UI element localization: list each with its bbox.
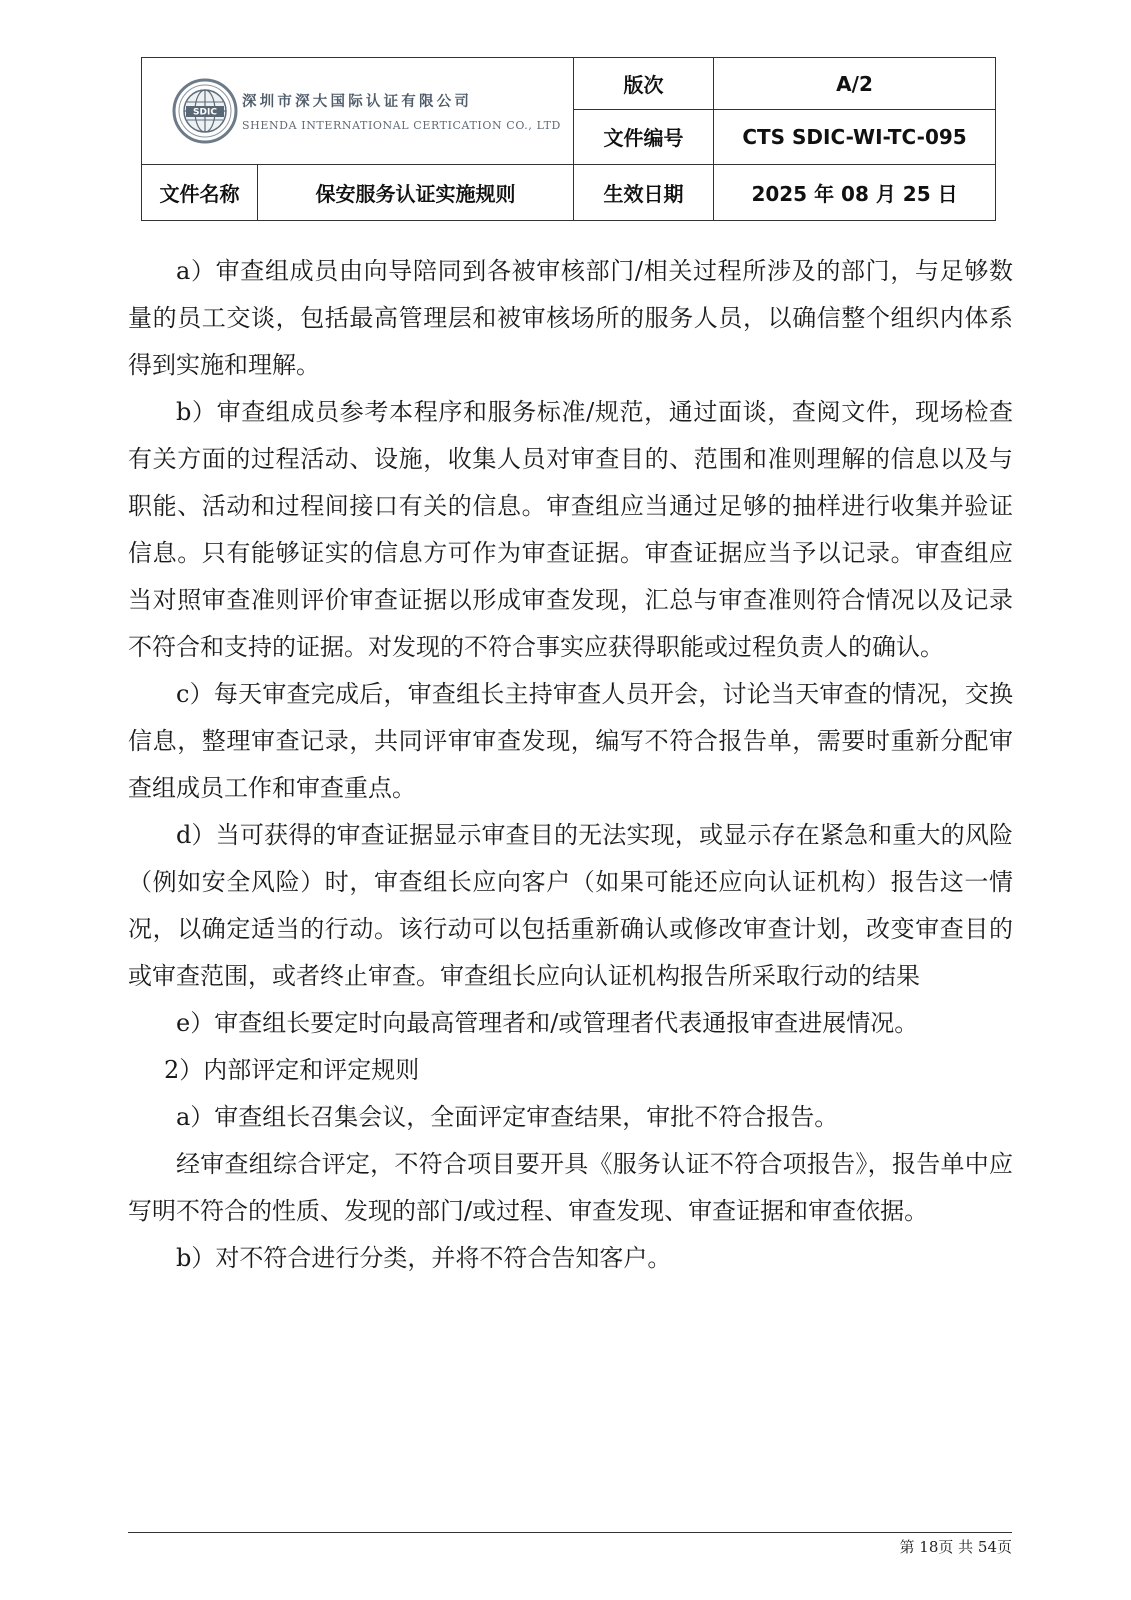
page-number: 第 18页 共 54页 [899, 1538, 1012, 1556]
paragraph-b-classification: b）对不符合进行分类，并将不符合告知客户。 [176, 1244, 672, 1272]
paragraph-nonconformity-report: 经审查组综合评定，不符合项目要开具《服务认证不符合项报告》，报告单中应写明不符合的性质、发现的部门/或过程、审查发现、审查证据和审查依据。 [128, 1150, 1013, 1225]
paragraph-c-daily-meeting: c）每天审查完成后，审查组长主持审查人员开会，讨论当天审查的情况，交换信息，整理审查记录，共同评审审查发现，编写不符合报告单，需要时重新分配审查组成员工作和审查重点。 [128, 680, 1013, 802]
version-label: 版次 [574, 58, 714, 110]
paragraph-a-evaluation-meeting: a）审查组长召集会议，全面评定审查结果，审批不符合报告。 [176, 1103, 839, 1131]
paragraph-b-evidence: b）审查组成员参考本程序和服务标准/规范，通过面谈，查阅文件，现场检查有关方面的过程活动、设施，收集人员对审查目的、范围和准则理解的信息以及与职能、活动和过程间接口有关的信息。审查组应当通过足够的抽样进行收集并验证信息。只有能够证实的信息方可作为审查证据。审查证据应当予以记录。审查组应当对照审查准则评价审查证据以形成审查发现，汇总与审查准则符合情况以及记录不符合和支持的证据。对发现的不符合事实应获得职能或过程负责人的确认。 [128, 398, 1013, 661]
document-body [128, 248, 1013, 1282]
file-name-label: 文件名称 [142, 164, 258, 220]
file-number-label: 文件编号 [574, 110, 714, 164]
logo-acronym: SDIC [193, 107, 217, 118]
effective-date-label: 生效日期 [574, 164, 714, 220]
file-number-value: CTS SDIC-WI-TC-095 [714, 110, 996, 164]
paragraph-a-interviews: a）审查组成员由向导陪同到各被审核部门/相关过程所涉及的部门，与足够数量的员工交谈，包括最高管理层和被审核场所的服务人员，以确信整个组织内体系得到实施和理解。 [128, 257, 1013, 379]
company-emblem-icon [172, 78, 238, 144]
company-logo [142, 78, 573, 144]
paragraph-e-progress: e）审查组长要定时向最高管理者和/或管理者代表通报审查进展情况。 [176, 1009, 919, 1037]
document-header-table [141, 57, 996, 221]
file-name-value: 保安服务认证实施规则 [258, 164, 574, 220]
version-value: A/2 [714, 58, 996, 110]
company-name-en: SHENDA INTERNATIONAL CERTICATION CO., LTD [242, 118, 561, 132]
company-name-cn: 深圳市深大国际认证有限公司 [242, 93, 473, 110]
effective-date-value: 2025 年 08 月 25 日 [714, 164, 996, 220]
section-heading-internal-evaluation: 2）内部评定和评定规则 [164, 1056, 420, 1084]
footer-divider [128, 1532, 1012, 1533]
paragraph-d-risk-report: d）当可获得的审查证据显示审查目的无法实现，或显示存在紧急和重大的风险（例如安全风险）时，审查组长应向客户（如果可能还应向认证机构）报告这一情况，以确定适当的行动。该行动可以包括重新确认或修改审查计划，改变审查目的或审查范围，或者终止审查。审查组长应向认证机构报告所采取行动的结果 [128, 821, 1013, 990]
company-logo-cell [142, 58, 574, 165]
